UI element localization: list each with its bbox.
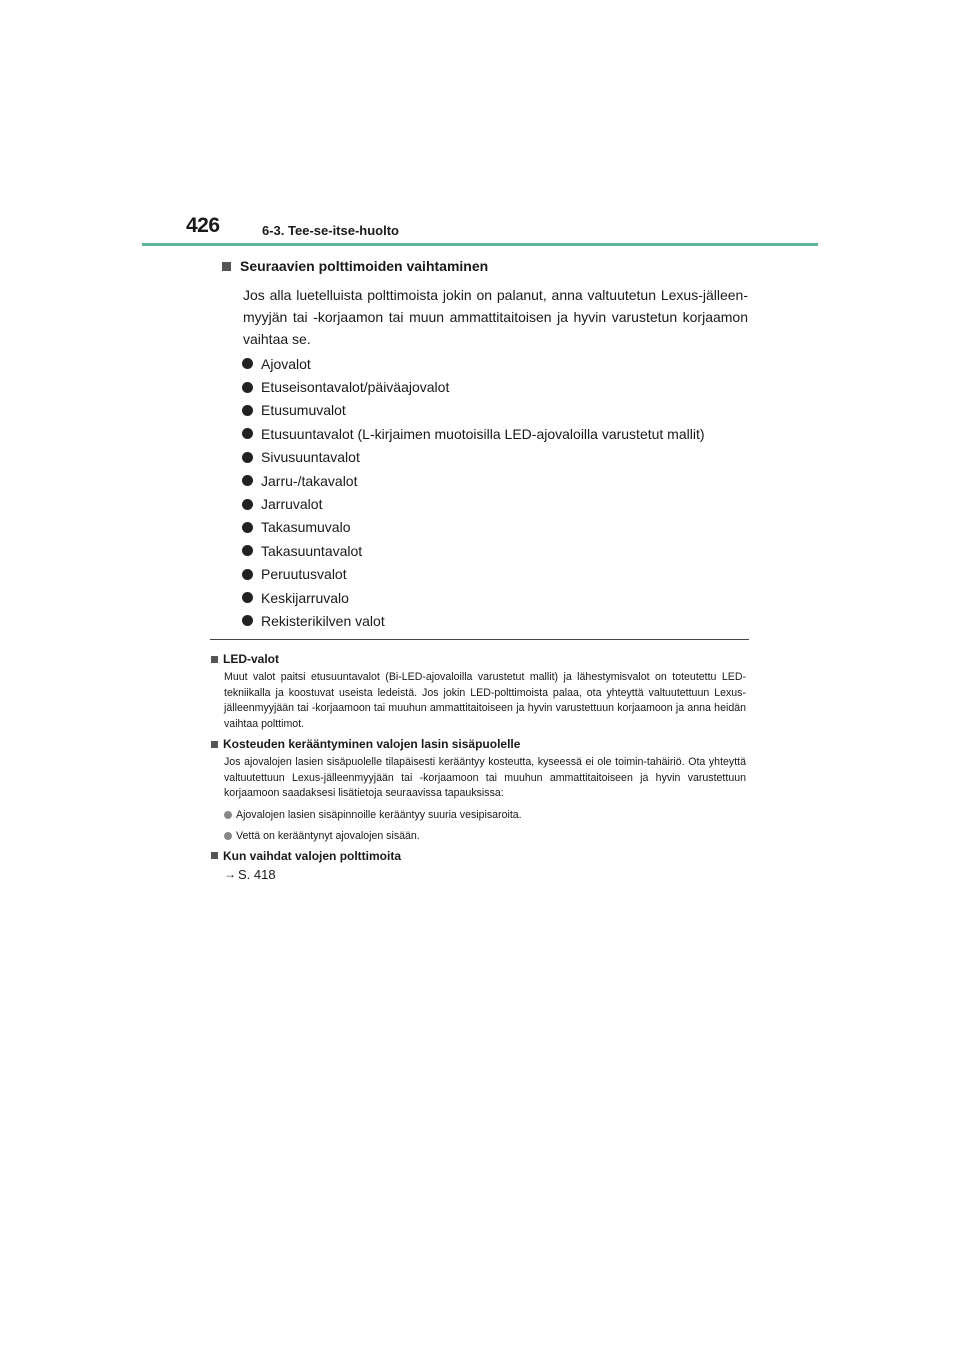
note-body: Muut valot paitsi etusuuntavalot (Bi-LED-ajovaloilla varustetut mallit) ja lähestymisvalot on toteutettu LED-tekniikalla ja koostuvat useista ledeistä. Jos jokin LED-polttimoista palaa, ota yhteyttä valtuutettuun Lexus-jälleenmyyjään tai -korjaamoon tai muuhun ammattitaitoiseen ja hyvin varustettuun korjaamoon ja anna heidän vaihtaa polttimot.: [224, 671, 746, 730]
bullet-dot-icon: [242, 569, 253, 580]
square-marker-icon: [211, 741, 218, 748]
arrow-right-icon: →: [224, 867, 236, 881]
page-number: 426: [186, 214, 220, 237]
list-item: Takasumuvalo: [242, 516, 748, 539]
list-item: Vettä on kerääntynyt ajovalojen sisään.: [224, 829, 746, 844]
bulb-list: [242, 352, 748, 633]
list-item: Takasuuntavalot: [242, 539, 748, 562]
bullet-dot-icon: [242, 475, 253, 486]
bullet-dot-icon: [242, 545, 253, 556]
bullet-dot-icon: [242, 452, 253, 463]
note-replace: [211, 847, 746, 882]
square-marker-icon: [211, 656, 218, 663]
note-heading: LED-valot: [223, 652, 280, 666]
square-marker-icon: [211, 852, 218, 859]
section-title: 6-3. Tee-se-itse-huolto: [262, 223, 400, 238]
note-heading: Kun vaihdat valojen polttimoita: [223, 848, 402, 863]
list-item: Ajovalot: [242, 352, 748, 375]
bullet-dot-icon: [242, 428, 253, 439]
list-item: Jarru-/takavalot: [242, 469, 748, 492]
bullet-dot-icon: [242, 358, 253, 369]
bullet-dot-icon: [224, 811, 232, 819]
list-item: Keskijarruvalo: [242, 586, 748, 609]
main-heading: Seuraavien polttimoiden vaihtaminen: [240, 258, 489, 274]
main-heading-row: [222, 256, 748, 276]
bullet-dot-icon: [242, 382, 253, 393]
page-reference[interactable]: [224, 867, 746, 882]
list-item: Rekisterikilven valot: [242, 609, 748, 632]
bullet-dot-icon: [242, 615, 253, 626]
header-rule: [142, 243, 818, 246]
notes-divider: [210, 639, 749, 640]
bullet-dot-icon: [224, 832, 232, 840]
note-heading: Kosteuden kerääntyminen valojen lasin sisäpuolelle: [223, 737, 521, 751]
bullet-dot-icon: [242, 405, 253, 416]
list-item: Sivusuuntavalot: [242, 446, 748, 469]
list-item: Ajovalojen lasien sisäpinnoille kerääntyy suuria vesipisaroita.: [224, 808, 746, 823]
list-item: Etuseisontavalot/päiväajovalot: [242, 375, 748, 398]
list-item: Jarruvalot: [242, 492, 748, 515]
bullet-dot-icon: [242, 499, 253, 510]
note-led: [211, 650, 746, 732]
list-item: Etusumuvalot: [242, 399, 748, 422]
note-body: Jos ajovalojen lasien sisäpuolelle tilapäisesti kerääntyy kosteutta, kyseessä ei ole toimin-tahäiriö. Ota yhteyttä valtuutettuun Lexus-jälleenmyyjään tai -korjaamoon tai muuhun ammattitaitoiseen ja hyvin varustettuun korjaamoon saadaksesi lisätietoja seuraavissa tapauksissa:: [224, 756, 746, 799]
page-reference-link[interactable]: S. 418: [238, 866, 276, 882]
main-body: Jos alla luetelluista polttimoista jokin on palanut, anna valtuutetun Lexus-jälleen-myyjän tai -korjaamon tai muun ammattitaitoisen ja hyvin varustetun korjaamon vaihtaa se.: [243, 287, 748, 347]
bullet-dot-icon: [242, 592, 253, 603]
notes-section: [211, 650, 746, 885]
bullet-dot-icon: [242, 522, 253, 533]
main-section: [222, 256, 748, 633]
list-item: Peruutusvalot: [242, 563, 748, 586]
note-condensation: [211, 735, 746, 844]
square-marker-icon: [222, 262, 231, 271]
list-item: Etusuuntavalot (L-kirjaimen muotoisilla LED-ajovaloilla varustetut mallit): [242, 422, 748, 445]
